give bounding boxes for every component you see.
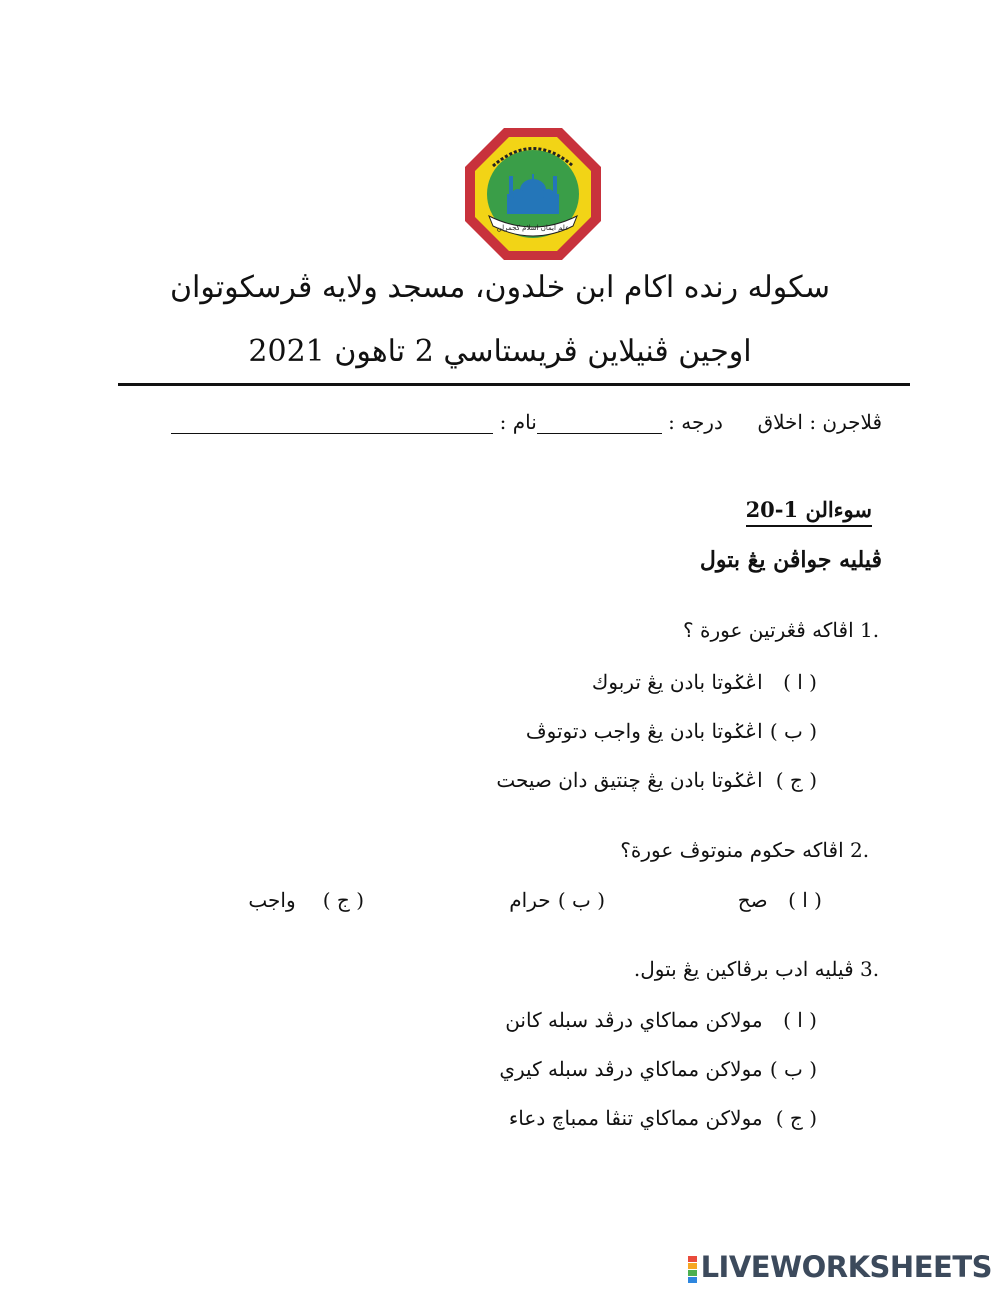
exam-year: تاهون 2021 [248,334,406,369]
exam-title-line [120,334,880,369]
q1-option-a[interactable] [592,670,817,694]
name-input[interactable] [171,411,493,434]
question-3 [634,957,882,981]
option-label: ( ج ) [775,768,817,792]
subject-label: ڤلاجرن : اخلاق [757,410,882,434]
question-text: اڤاكه ڤڠرتين عورة ؟ [683,618,854,642]
option-text: اڠݢوتا بادن يڠ تربوك [591,670,763,694]
section-instruction: ڤيليه جواڤن يڠ بتول [699,547,882,573]
name-label: نام : [499,410,537,434]
grade-label: درجه : [668,410,723,434]
school-crest-svg [463,126,603,262]
exam-title: اوجين ڤنيلاين ڤريستاسي [443,334,752,369]
school-name: سكوله رنده اكام ابن خلدون، مسجد ولايه ڤرسكوتوان [169,270,831,305]
option-label: ( ا ) [788,888,822,912]
q1-option-c[interactable] [496,768,817,792]
option-text: اڠݢوتا بادن يڠ چنتيق دان صيحت [496,768,763,792]
option-label: ( ب ) [769,1057,817,1081]
option-label: ( ج ) [322,888,364,912]
q3-option-b[interactable] [499,1057,817,1081]
question-text: ڤيليه ادب برڤاكين يڠ بتول. [633,957,854,981]
option-label: ( ا ) [783,670,817,694]
option-text: مولاكن مماكاي تنڤا ممباچ دعاء [508,1106,763,1130]
option-label: ( ب ) [769,719,817,743]
crest-banner-text: علم ايمان اسلام كجمرلن [496,224,570,232]
option-text: اڠݢوتا بادن يڠ واجب دتوتوڤ [525,719,763,743]
option-text: صح [737,888,768,912]
liveworksheets-tag-icon [688,1255,697,1284]
question-2 [620,838,872,862]
info-line [171,410,882,434]
option-text: مولاكن مماكاي درڤد سبله كيري [499,1057,763,1081]
question-1 [683,618,882,642]
q2-option-b[interactable] [509,888,605,912]
q1-option-b[interactable] [526,719,817,743]
q3-option-c[interactable] [509,1106,817,1130]
section-title: سوءالن 1-20 [746,497,872,527]
q2-option-c[interactable] [248,888,364,912]
liveworksheets-logo [688,1250,992,1284]
q3-option-a[interactable] [505,1008,817,1032]
question-number: 3. [860,957,880,981]
question-text: اڤاكه حكوم منوتوڤ عورة؟ [620,838,844,862]
exam-number: 2 [414,334,434,369]
grade-input[interactable] [537,411,662,434]
option-label: ( ا ) [783,1008,817,1032]
liveworksheets-brand: LIVEWORKSHEETS [700,1250,992,1284]
option-text: واجب [248,888,296,912]
school-crest-icon [463,126,603,262]
option-text: حرام [509,888,551,912]
option-label: ( ج ) [775,1106,817,1130]
option-text: مولاكن مماكاي درڤد سبله كانن [505,1008,763,1032]
q2-option-a[interactable] [738,888,822,912]
option-label: ( ب ) [557,888,605,912]
question-number: 2. [850,838,870,862]
header-divider [118,383,910,386]
question-number: 1. [860,618,880,642]
